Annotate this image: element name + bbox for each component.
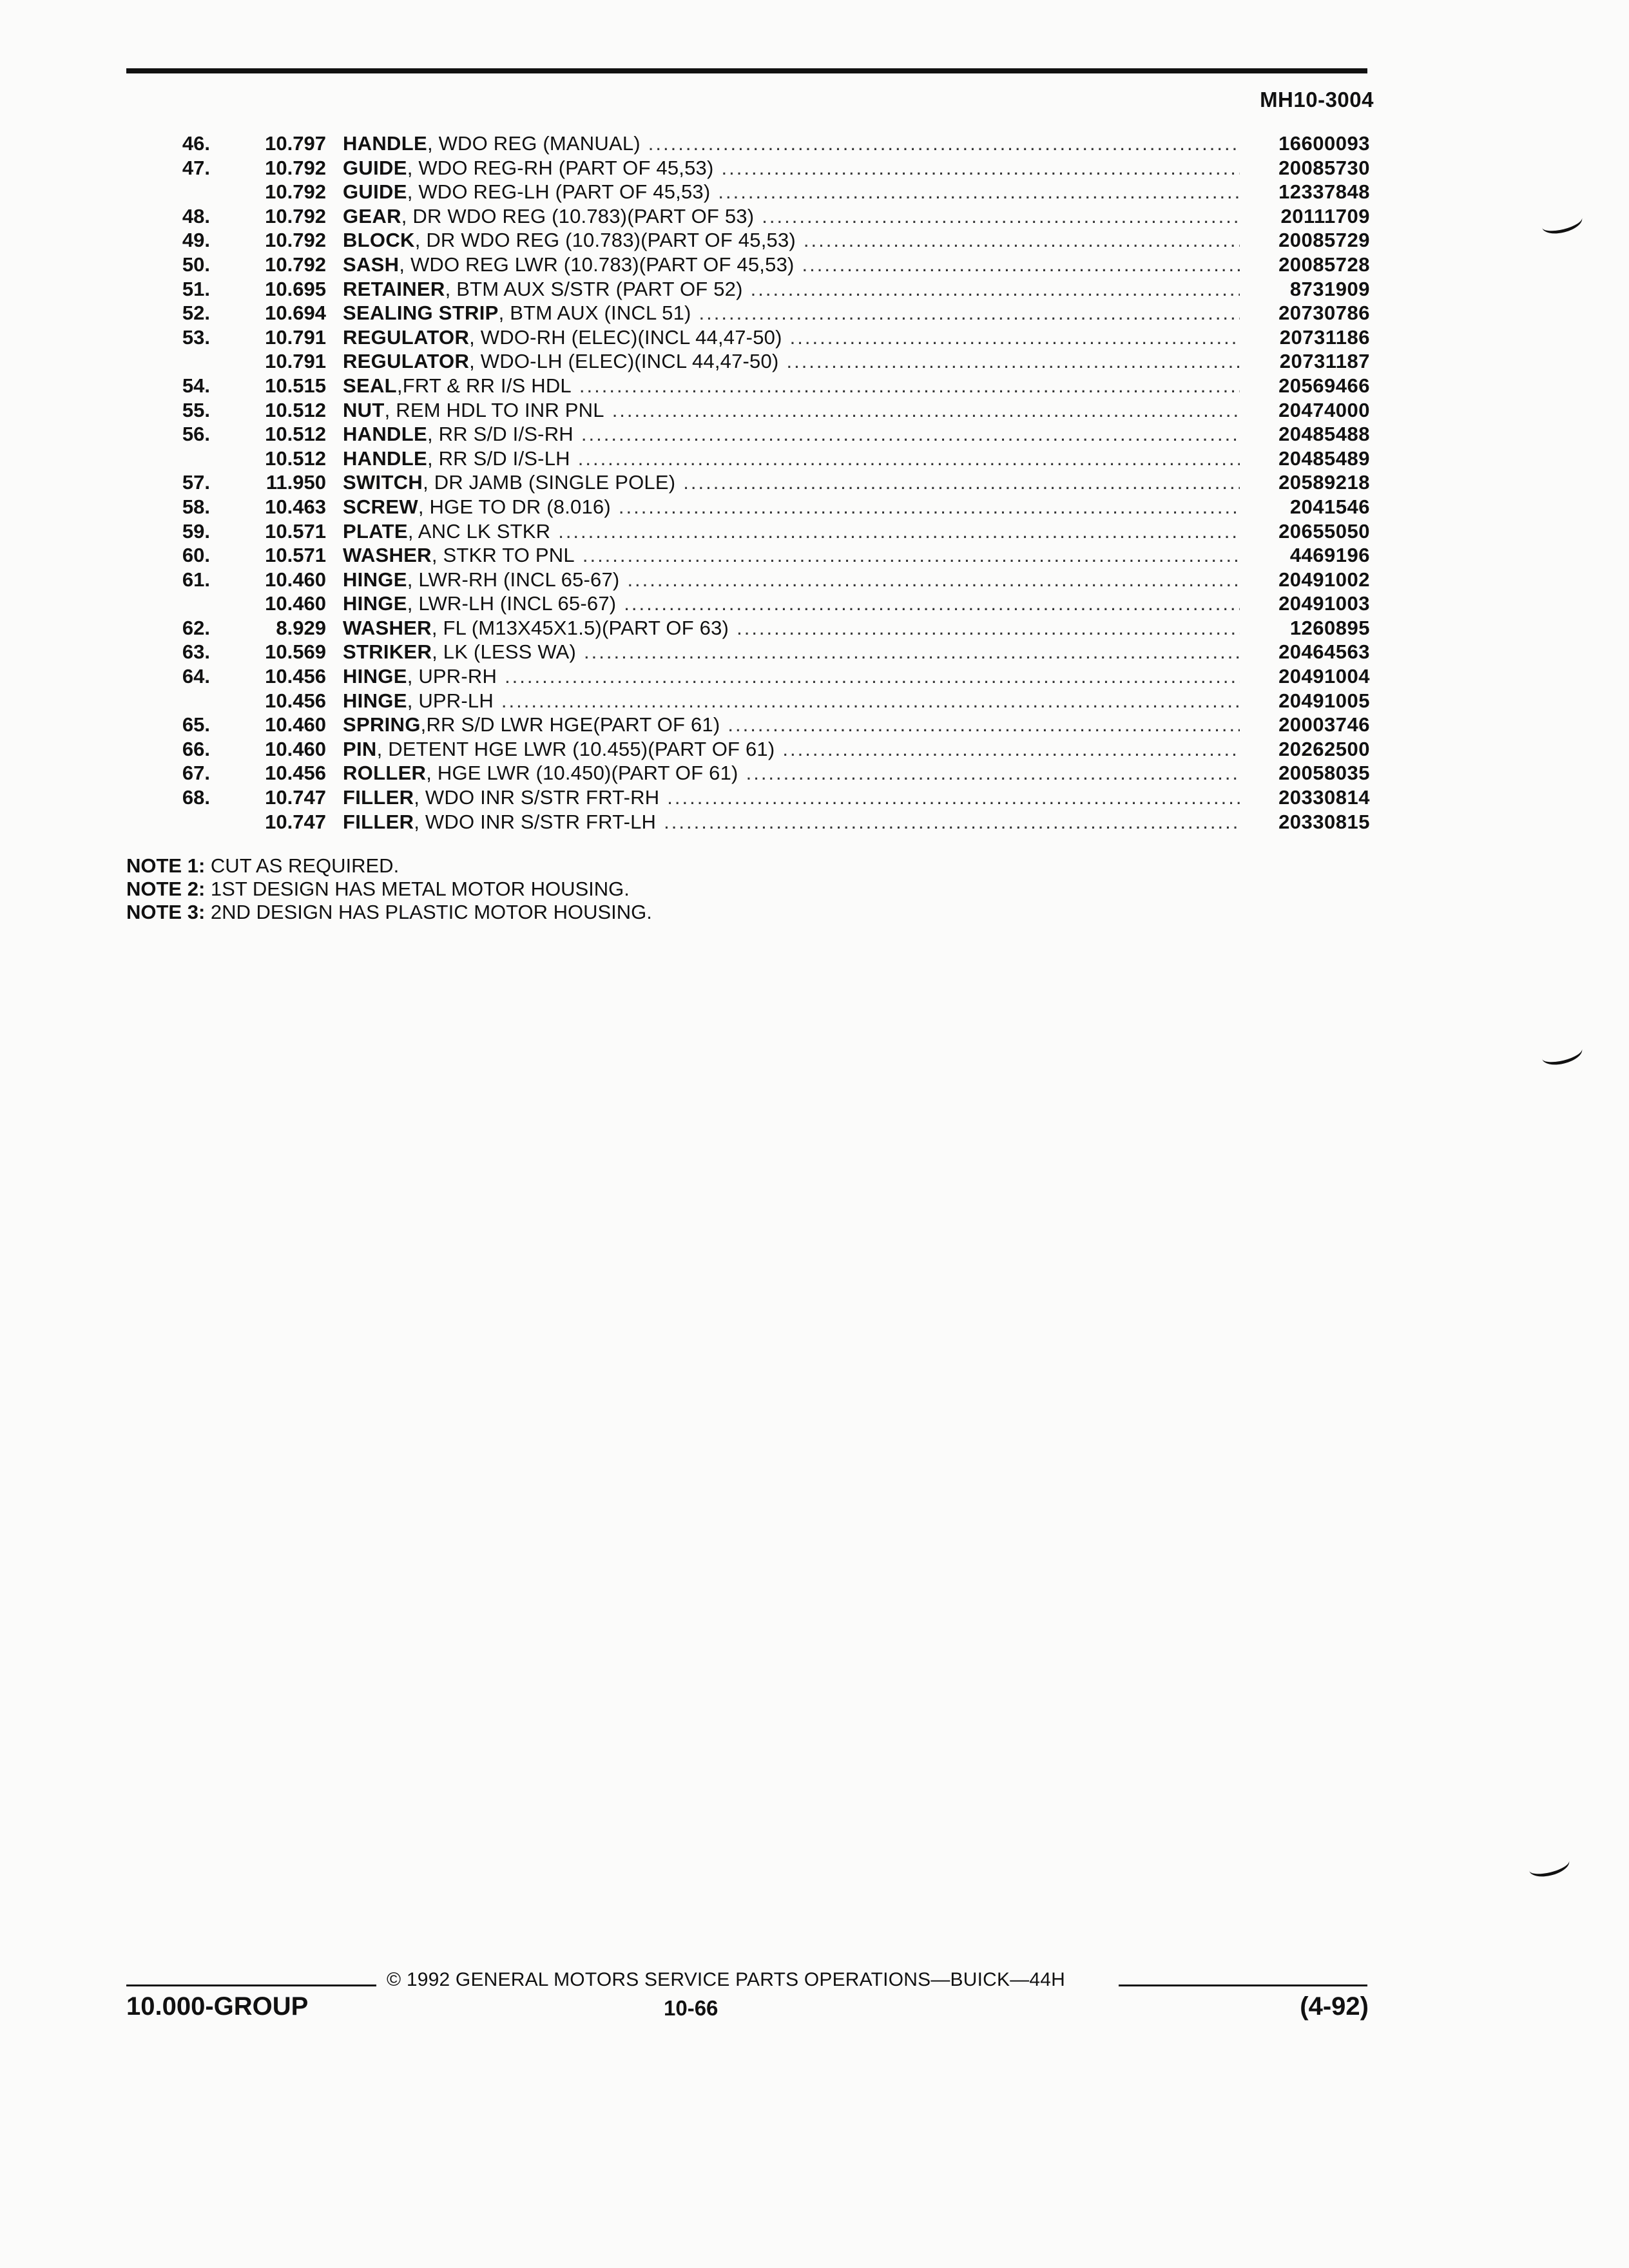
item-number: 62. bbox=[182, 616, 210, 639]
leader-dots bbox=[718, 180, 1240, 204]
part-number: 20330814 bbox=[1278, 786, 1370, 809]
part-row bbox=[126, 495, 1370, 519]
part-detail: , RR S/D I/S-RH bbox=[427, 423, 574, 446]
part-row bbox=[126, 253, 1370, 277]
part-description bbox=[343, 325, 1370, 350]
item-number: 57. bbox=[182, 471, 210, 494]
item-number: 66. bbox=[182, 737, 210, 760]
leader-dots bbox=[804, 228, 1240, 253]
leader-dots bbox=[612, 398, 1240, 423]
note-line bbox=[126, 901, 652, 924]
item-number: 46. bbox=[182, 132, 210, 155]
part-name: GUIDE bbox=[343, 180, 407, 204]
part-number: 20085728 bbox=[1278, 253, 1370, 276]
page-number: 10-66 bbox=[664, 1996, 718, 2020]
part-description bbox=[343, 737, 1370, 762]
part-description bbox=[343, 180, 1370, 204]
part-description bbox=[343, 228, 1370, 253]
leader-dots bbox=[683, 470, 1240, 495]
part-detail: , LWR-LH (INCL 65-67) bbox=[407, 592, 617, 615]
group-number: 10.463 bbox=[265, 495, 326, 518]
part-number: 1260895 bbox=[1289, 616, 1370, 639]
binder-mark bbox=[1539, 1039, 1585, 1069]
copyright-line: © 1992 GENERAL MOTORS SERVICE PARTS OPERATIONS—BUICK—44H bbox=[387, 1969, 1066, 1990]
part-detail: , WDO REG-RH (PART OF 45,53) bbox=[407, 156, 714, 179]
part-name: PLATE bbox=[343, 519, 408, 543]
group-number: 10.456 bbox=[265, 689, 326, 712]
group-number: 10.515 bbox=[265, 374, 326, 397]
leader-dots bbox=[584, 640, 1240, 664]
note-label: NOTE 2: bbox=[126, 878, 206, 900]
item-number: 61. bbox=[182, 568, 210, 591]
item-number: 68. bbox=[182, 786, 210, 809]
part-detail: , HGE LWR (10.450)(PART OF 61) bbox=[426, 762, 738, 785]
part-detail: , FL (M13X45X1.5)(PART OF 63) bbox=[431, 616, 729, 639]
part-number: 20485488 bbox=[1278, 423, 1370, 446]
part-description bbox=[343, 301, 1370, 325]
part-description bbox=[343, 422, 1370, 447]
part-description bbox=[343, 447, 1370, 471]
item-number: 53. bbox=[182, 325, 210, 349]
part-name: SEAL bbox=[343, 374, 397, 397]
part-detail: , RR S/D I/S-LH bbox=[427, 447, 570, 470]
part-detail: ,RR S/D LWR HGE(PART OF 61) bbox=[420, 713, 720, 736]
part-row bbox=[126, 422, 1370, 447]
part-number: 20491005 bbox=[1278, 689, 1370, 712]
group-number: 10.694 bbox=[265, 302, 326, 325]
leader-dots bbox=[737, 616, 1240, 640]
footer-rule-right bbox=[1119, 1984, 1367, 1986]
part-name: STRIKER bbox=[343, 640, 432, 664]
part-detail: , DR JAMB (SINGLE POLE) bbox=[423, 471, 676, 494]
part-name: GEAR bbox=[343, 204, 401, 227]
part-description bbox=[343, 689, 1370, 713]
part-detail: , BTM AUX (INCL 51) bbox=[498, 302, 691, 325]
part-description bbox=[343, 495, 1370, 519]
part-description bbox=[343, 398, 1370, 423]
part-description bbox=[343, 277, 1370, 302]
leader-dots bbox=[802, 253, 1240, 277]
leader-dots bbox=[619, 495, 1240, 519]
group-number: 10.791 bbox=[265, 350, 326, 373]
part-number: 2041546 bbox=[1289, 495, 1370, 518]
part-detail: ,FRT & RR I/S HDL bbox=[396, 374, 572, 397]
part-number: 20474000 bbox=[1278, 398, 1370, 421]
part-detail: , WDO REG-LH (PART OF 45,53) bbox=[407, 180, 711, 204]
top-rule bbox=[126, 68, 1367, 73]
leader-dots bbox=[728, 713, 1240, 737]
part-row bbox=[126, 470, 1370, 495]
part-row bbox=[126, 785, 1370, 810]
part-description bbox=[343, 131, 1370, 156]
part-name: HINGE bbox=[343, 592, 407, 615]
part-row bbox=[126, 301, 1370, 325]
leader-dots bbox=[722, 156, 1240, 180]
document-code: MH10-3004 bbox=[1260, 88, 1374, 111]
part-number: 20731187 bbox=[1279, 350, 1370, 373]
leader-dots bbox=[578, 447, 1240, 471]
item-number: 48. bbox=[182, 204, 210, 227]
note-text: 1ST DESIGN HAS METAL MOTOR HOUSING. bbox=[210, 878, 630, 900]
part-detail: , STKR TO PNL bbox=[431, 544, 575, 567]
part-number: 20569466 bbox=[1278, 374, 1370, 397]
note-line bbox=[126, 878, 652, 901]
group-number: 10.695 bbox=[265, 277, 326, 300]
item-number: 51. bbox=[182, 277, 210, 300]
part-number: 20730786 bbox=[1278, 302, 1370, 325]
part-name: SPRING bbox=[343, 713, 421, 736]
date-code: (4-92) bbox=[1300, 1992, 1369, 2021]
group-number: 10.456 bbox=[265, 665, 326, 688]
part-name: ROLLER bbox=[343, 762, 427, 785]
part-name: NUT bbox=[343, 398, 385, 421]
leader-dots bbox=[786, 349, 1240, 374]
part-row bbox=[126, 664, 1370, 689]
item-number: 59. bbox=[182, 519, 210, 543]
part-detail: , LK (LESS WA) bbox=[432, 640, 577, 664]
part-description bbox=[343, 664, 1370, 689]
footer-rule-left bbox=[126, 1984, 376, 1986]
group-number: 10.460 bbox=[265, 568, 326, 591]
part-name: HANDLE bbox=[343, 423, 427, 446]
part-row bbox=[126, 325, 1370, 350]
part-number: 20731186 bbox=[1279, 325, 1370, 349]
part-detail: , WDO INR S/STR FRT-LH bbox=[414, 810, 657, 833]
group-number: 10.460 bbox=[265, 713, 326, 736]
part-description bbox=[343, 713, 1370, 737]
group-number: 10.456 bbox=[265, 762, 326, 785]
part-name: FILLER bbox=[343, 786, 414, 809]
part-row bbox=[126, 689, 1370, 713]
part-row bbox=[126, 568, 1370, 592]
leader-dots bbox=[624, 591, 1240, 616]
part-row bbox=[126, 180, 1370, 204]
group-number: 10.792 bbox=[265, 204, 326, 227]
part-description bbox=[343, 253, 1370, 277]
group-number: 10.791 bbox=[265, 325, 326, 349]
part-row bbox=[126, 156, 1370, 180]
part-number: 8731909 bbox=[1289, 277, 1370, 300]
part-row bbox=[126, 543, 1370, 568]
part-description bbox=[343, 374, 1370, 398]
part-row bbox=[126, 349, 1370, 374]
part-row bbox=[126, 761, 1370, 785]
group-number: 10.460 bbox=[265, 737, 326, 760]
part-name: BLOCK bbox=[343, 229, 415, 252]
item-number: 47. bbox=[182, 156, 210, 179]
part-description bbox=[343, 591, 1370, 616]
note-label: NOTE 1: bbox=[126, 854, 206, 877]
leader-dots bbox=[751, 277, 1240, 302]
group-number: 10.460 bbox=[265, 592, 326, 615]
item-number: 64. bbox=[182, 665, 210, 688]
part-description bbox=[343, 616, 1370, 640]
leader-dots bbox=[581, 422, 1240, 447]
note-line bbox=[126, 854, 652, 878]
part-name: RETAINER bbox=[343, 277, 445, 300]
note-label: NOTE 3: bbox=[126, 901, 206, 923]
leader-dots bbox=[782, 737, 1240, 762]
part-number: 20491003 bbox=[1278, 592, 1370, 615]
leader-dots bbox=[501, 689, 1240, 713]
leader-dots bbox=[790, 325, 1240, 350]
part-number: 16600093 bbox=[1278, 132, 1370, 155]
binder-mark bbox=[1539, 208, 1585, 238]
group-number: 10.792 bbox=[265, 229, 326, 252]
leader-dots bbox=[505, 664, 1240, 689]
notes-section bbox=[126, 854, 652, 924]
group-number: 10.512 bbox=[265, 447, 326, 470]
part-number: 20589218 bbox=[1278, 471, 1370, 494]
group-label: 10.000-GROUP bbox=[126, 1992, 309, 2021]
group-number: 10.571 bbox=[265, 519, 326, 543]
part-number: 20491002 bbox=[1278, 568, 1370, 591]
part-detail: , WDO REG LWR (10.783)(PART OF 45,53) bbox=[399, 253, 795, 276]
group-number: 10.792 bbox=[265, 156, 326, 179]
part-number: 12337848 bbox=[1278, 180, 1370, 204]
part-detail: , DR WDO REG (10.783)(PART OF 45,53) bbox=[414, 229, 796, 252]
item-number: 52. bbox=[182, 302, 210, 325]
part-description bbox=[343, 761, 1370, 785]
part-name: HINGE bbox=[343, 665, 407, 688]
group-number: 10.797 bbox=[265, 132, 326, 155]
part-detail: , WDO-RH (ELEC)(INCL 44,47-50) bbox=[469, 325, 782, 349]
leader-dots bbox=[699, 301, 1240, 325]
part-number: 20003746 bbox=[1278, 713, 1370, 736]
leader-dots bbox=[664, 810, 1240, 834]
note-text: 2ND DESIGN HAS PLASTIC MOTOR HOUSING. bbox=[210, 901, 652, 923]
part-number: 20485489 bbox=[1278, 447, 1370, 470]
leader-dots bbox=[583, 543, 1240, 568]
item-number: 54. bbox=[182, 374, 210, 397]
part-number: 20491004 bbox=[1278, 665, 1370, 688]
part-name: SCREW bbox=[343, 495, 418, 518]
part-number: 20655050 bbox=[1278, 519, 1370, 543]
part-name: SASH bbox=[343, 253, 400, 276]
part-detail: , BTM AUX S/STR (PART OF 52) bbox=[445, 277, 743, 300]
part-name: HANDLE bbox=[343, 447, 427, 470]
parts-list bbox=[126, 131, 1370, 834]
part-row bbox=[126, 737, 1370, 762]
part-row bbox=[126, 131, 1370, 156]
part-row bbox=[126, 398, 1370, 423]
note-text: CUT AS REQUIRED. bbox=[210, 854, 400, 877]
item-number: 67. bbox=[182, 762, 210, 785]
part-name: HINGE bbox=[343, 689, 407, 712]
group-number: 10.792 bbox=[265, 180, 326, 204]
part-detail: , UPR-LH bbox=[407, 689, 494, 712]
part-number: 20058035 bbox=[1278, 762, 1370, 785]
item-number: 58. bbox=[182, 495, 210, 518]
part-description bbox=[343, 156, 1370, 180]
part-row bbox=[126, 616, 1370, 640]
part-row bbox=[126, 519, 1370, 544]
part-number: 20111709 bbox=[1280, 204, 1370, 227]
binder-mark bbox=[1527, 1851, 1572, 1881]
part-row bbox=[126, 640, 1370, 664]
group-number: 10.747 bbox=[265, 810, 326, 833]
part-row bbox=[126, 591, 1370, 616]
item-number: 49. bbox=[182, 229, 210, 252]
leader-dots bbox=[558, 519, 1240, 544]
part-name: SWITCH bbox=[343, 471, 423, 494]
group-number: 10.569 bbox=[265, 640, 326, 664]
group-number: 10.792 bbox=[265, 253, 326, 276]
group-number: 11.950 bbox=[265, 471, 326, 494]
part-description bbox=[343, 785, 1370, 810]
part-name: REGULATOR bbox=[343, 350, 470, 373]
part-row bbox=[126, 204, 1370, 229]
leader-dots bbox=[667, 785, 1240, 810]
part-row bbox=[126, 374, 1370, 398]
part-number: 20330815 bbox=[1278, 810, 1370, 833]
part-name: WASHER bbox=[343, 616, 432, 639]
part-detail: , WDO-LH (ELEC)(INCL 44,47-50) bbox=[469, 350, 779, 373]
item-number: 63. bbox=[182, 640, 210, 664]
part-description bbox=[343, 543, 1370, 568]
part-row bbox=[126, 810, 1370, 834]
part-detail: , ANC LK STKR bbox=[407, 519, 551, 543]
item-number: 55. bbox=[182, 398, 210, 421]
group-number: 10.512 bbox=[265, 398, 326, 421]
leader-dots bbox=[627, 568, 1240, 592]
part-description bbox=[343, 568, 1370, 592]
part-name: PIN bbox=[343, 737, 377, 760]
part-row bbox=[126, 277, 1370, 302]
part-name: WASHER bbox=[343, 544, 432, 567]
part-number: 4469196 bbox=[1289, 544, 1370, 567]
item-number: 60. bbox=[182, 544, 210, 567]
group-number: 10.747 bbox=[265, 786, 326, 809]
item-number: 56. bbox=[182, 423, 210, 446]
part-description bbox=[343, 349, 1370, 374]
part-detail: , LWR-RH (INCL 65-67) bbox=[407, 568, 620, 591]
part-name: HANDLE bbox=[343, 132, 427, 155]
part-description bbox=[343, 470, 1370, 495]
leader-dots bbox=[746, 761, 1240, 785]
part-detail: , UPR-RH bbox=[407, 665, 497, 688]
part-detail: , DETENT HGE LWR (10.455)(PART OF 61) bbox=[376, 737, 775, 760]
part-description bbox=[343, 519, 1370, 544]
group-number: 10.571 bbox=[265, 544, 326, 567]
part-description bbox=[343, 810, 1370, 834]
part-detail: , REM HDL TO INR PNL bbox=[384, 398, 604, 421]
part-description bbox=[343, 204, 1370, 229]
part-name: GUIDE bbox=[343, 156, 407, 179]
part-name: REGULATOR bbox=[343, 325, 470, 349]
part-detail: , WDO INR S/STR FRT-RH bbox=[414, 786, 660, 809]
leader-dots bbox=[579, 374, 1240, 398]
part-detail: , WDO REG (MANUAL) bbox=[427, 132, 641, 155]
leader-dots bbox=[648, 131, 1240, 156]
part-name: HINGE bbox=[343, 568, 407, 591]
part-number: 20085729 bbox=[1278, 229, 1370, 252]
part-name: SEALING STRIP bbox=[343, 302, 499, 325]
part-row bbox=[126, 228, 1370, 253]
part-number: 20085730 bbox=[1278, 156, 1370, 179]
part-row bbox=[126, 713, 1370, 737]
item-number: 65. bbox=[182, 713, 210, 736]
part-number: 20262500 bbox=[1278, 737, 1370, 760]
group-number: 8.929 bbox=[276, 616, 326, 639]
part-number: 20464563 bbox=[1278, 640, 1370, 664]
part-detail: , DR WDO REG (10.783)(PART OF 53) bbox=[401, 204, 755, 227]
part-name: FILLER bbox=[343, 810, 414, 833]
group-number: 10.512 bbox=[265, 423, 326, 446]
leader-dots bbox=[762, 204, 1240, 229]
item-number: 50. bbox=[182, 253, 210, 276]
part-detail: , HGE TO DR (8.016) bbox=[418, 495, 611, 518]
part-row bbox=[126, 447, 1370, 471]
part-description bbox=[343, 640, 1370, 664]
